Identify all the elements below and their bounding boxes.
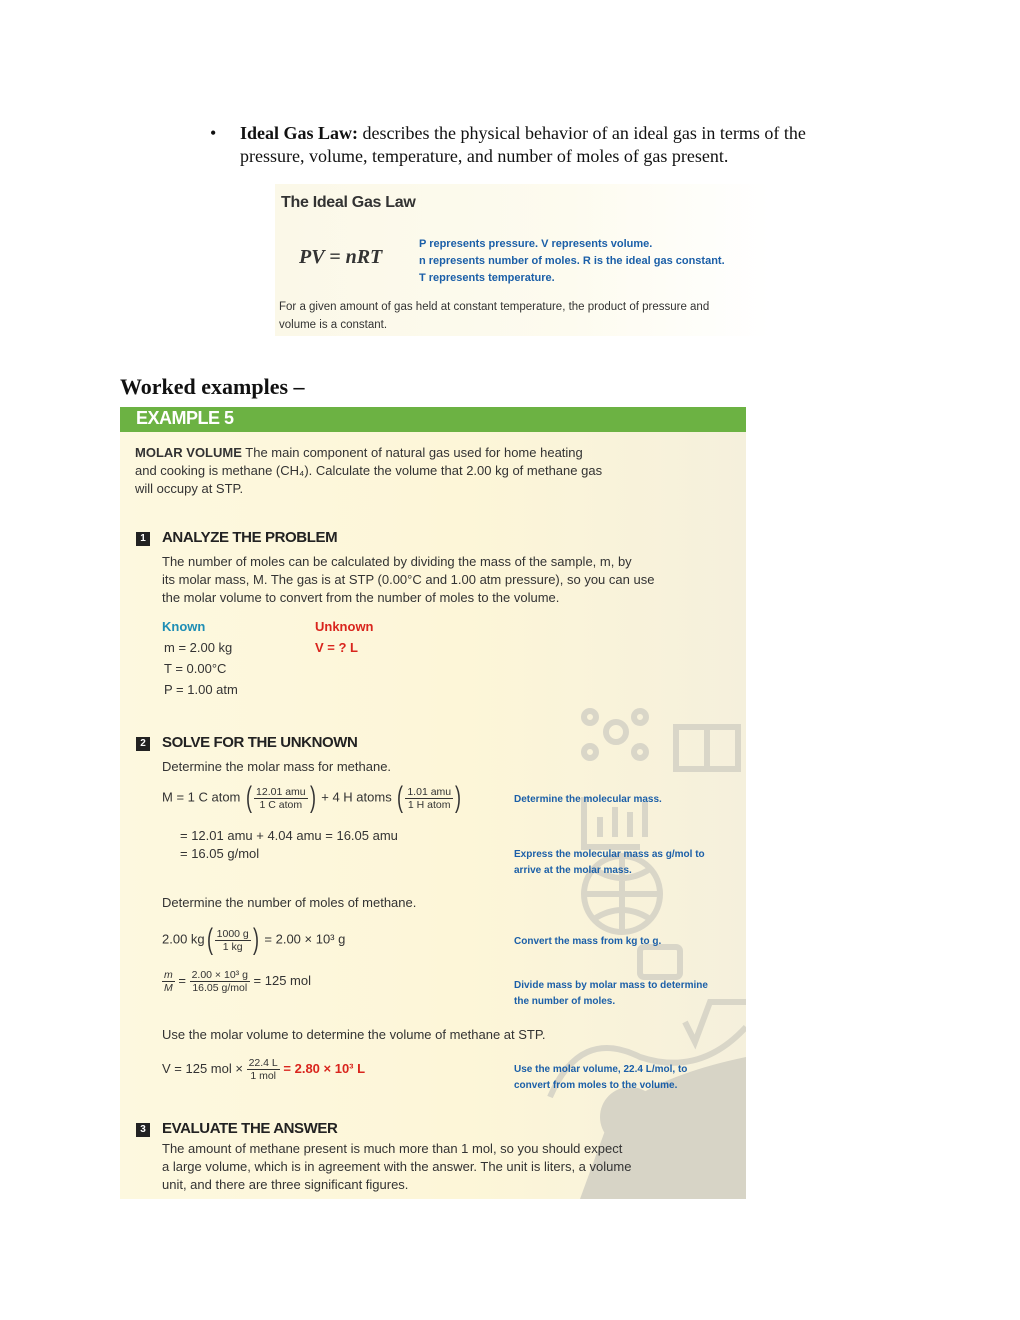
mm-frac2-den: 1 H atom <box>407 798 451 811</box>
unknown-heading: Unknown <box>315 619 374 634</box>
note-divide-mass-1: Divide mass by molar mass to determine <box>514 980 708 991</box>
example-5-box <box>120 407 746 1199</box>
conv-result: = 2.00 × 10³ g <box>264 931 346 947</box>
div-fraction <box>190 969 250 994</box>
ideal-gas-law-box <box>275 184 770 336</box>
bullet-term: Ideal Gas Law: <box>240 123 359 143</box>
vol-result: = 2.80 × 10³ L <box>283 1060 366 1076</box>
div-frac-num: 2.00 × 10³ g <box>191 969 248 981</box>
mm-fraction-2 <box>405 786 453 811</box>
bullet-symbol: • <box>210 123 217 143</box>
step-3-line-1: The amount of methane present is much more than 1 mol, so you should expect <box>162 1141 623 1156</box>
ideal-gas-law-footer <box>279 298 769 334</box>
note-express-molar-mass-2: arrive at the molar mass. <box>514 865 632 876</box>
mm-frac2-num: 1.01 amu <box>407 785 452 798</box>
conv-prefix: 2.00 kg <box>162 931 205 947</box>
known-mass: m = 2.00 kg <box>164 640 233 655</box>
unknown-volume: V = ? L <box>315 640 358 655</box>
ideal-gas-law-title: The Ideal Gas Law <box>281 194 416 211</box>
div-lhs-den: M <box>164 982 173 994</box>
note-molar-volume-1: Use the molar volume, 22.4 L/mol, to <box>514 1064 688 1075</box>
step-3-line-3: unit, and there are three significant figures. <box>162 1177 409 1192</box>
known-temperature: T = 0.00°C <box>164 661 227 676</box>
step-3-line-2: a large volume, which is in agreement with the answer. The unit is liters, a volume <box>162 1159 632 1174</box>
div-frac-den: 16.05 g/mol <box>192 982 248 994</box>
note-molecular-mass: Determine the molecular mass. <box>514 794 662 805</box>
step-1-number: 1 <box>136 532 150 546</box>
intro-line-2: and cooking is methane (CH₄). Calculate the volume that 2.00 kg of methane gas <box>135 463 603 478</box>
conv-frac-num: 1000 g <box>216 927 249 940</box>
molar-mass-line-2: = 12.01 amu + 4.04 amu = 16.05 amu <box>180 828 398 843</box>
molar-mass-equation: M = 1 C atom ( $\frac{\text{12.01 amu}}{\text{1 C atom}}$ ) + 4 H atoms ( $\frac{\text{1.01 amu}}{\text{1 H atom}}$ ) <box>162 781 462 814</box>
vol-fraction <box>247 1057 280 1082</box>
example-header-bar <box>120 407 746 432</box>
moles-division-equation: $\frac{m}{M}$ = $\frac{\text{2.00 × 10³ g}}{\text{16.05 g/mol}}$ = 125 mol <box>164 969 311 994</box>
volume-heading-line: Use the molar volume to determine the volume of methane at STP. <box>162 1027 546 1042</box>
note-convert-mass: Convert the mass from kg to g. <box>514 936 662 947</box>
bullet-line-2: pressure, volume, temperature, and number of moles of gas present. <box>240 146 729 166</box>
ideal-gas-law-description <box>419 236 769 287</box>
intro-text-1: The main component of natural gas used for home heating <box>241 445 583 460</box>
step-2-number: 2 <box>136 737 150 751</box>
ideal-gas-law-equation: PV = nRT <box>299 246 383 268</box>
mm-mid: + 4 H atoms <box>321 789 392 805</box>
worked-examples-heading: Worked examples – <box>120 374 305 399</box>
step-3-number: 3 <box>136 1123 150 1137</box>
mm-frac1-num: 12.01 amu <box>256 785 306 798</box>
div-lhs-fraction <box>162 969 175 994</box>
vol-frac-den: 1 mol <box>250 1070 277 1082</box>
vol-prefix: V = 125 mol × <box>162 1060 243 1076</box>
desc-line-3: T represents temperature. <box>419 272 555 284</box>
chat-icon <box>640 947 680 977</box>
step-1-line-2: its molar mass, M. The gas is at STP (0.00°C and 1.00 atm pressure), so you can use <box>162 572 655 587</box>
desc-line-2: n represents number of moles. R is the ideal gas constant. <box>419 255 725 267</box>
moles-heading-line: Determine the number of moles of methane. <box>162 895 417 910</box>
volume-equation <box>162 1057 365 1082</box>
step-3-title: EVALUATE THE ANSWER <box>162 1120 338 1137</box>
step-1-line-3: the molar volume to convert from the number of moles to the volume. <box>162 590 560 605</box>
example-header-label: EXAMPLE 5 <box>136 408 234 428</box>
footer-line-1: For a given amount of gas held at constant temperature, the product of pressure and <box>279 301 710 313</box>
div-lhs-num: m <box>164 969 173 981</box>
molar-mass-line-3: = 16.05 g/mol <box>180 846 260 861</box>
vol-frac-num: 22.4 L <box>248 1057 278 1069</box>
conv-frac-den: 1 kg <box>222 940 243 953</box>
div-result: = 125 mol <box>253 972 311 988</box>
step-2-line-1: Determine the molar mass for methane. <box>162 759 392 774</box>
step-1-title: ANALYZE THE PROBLEM <box>162 529 338 546</box>
known-pressure: P = 1.00 atm <box>164 682 238 697</box>
mm-fraction-1 <box>254 786 308 811</box>
footer-line-2: volume is a constant. <box>279 319 388 331</box>
bullet-text <box>240 122 890 168</box>
bullet-line-1: describes the physical behavior of an ideal gas in terms of the <box>358 123 806 143</box>
mass-conversion-equation: 2.00 kg( $\frac{1000 g}{1 kg}$ ) = 2.00 × 10³ g <box>162 923 346 956</box>
molecule-icon <box>606 722 626 742</box>
intro-label: MOLAR VOLUME <box>135 445 242 460</box>
note-molar-volume-2: convert from moles to the volume. <box>514 1080 678 1091</box>
mm-frac1-den: 1 C atom <box>259 798 303 811</box>
step-2-title: SOLVE FOR THE UNKNOWN <box>162 734 358 751</box>
note-express-molar-mass-1: Express the molecular mass as g/mol to <box>514 849 705 860</box>
intro-line-1 <box>135 444 583 462</box>
desc-line-1: P represents pressure. V represents volume. <box>419 238 653 250</box>
conv-fraction <box>215 928 251 953</box>
intro-line-3: will occupy at STP. <box>135 481 244 496</box>
note-divide-mass-2: the number of moles. <box>514 996 616 1007</box>
mm-prefix: M = 1 C atom <box>162 789 241 805</box>
step-1-line-1: The number of moles can be calculated by dividing the mass of the sample, m, by <box>162 554 632 569</box>
known-heading: Known <box>162 619 206 634</box>
